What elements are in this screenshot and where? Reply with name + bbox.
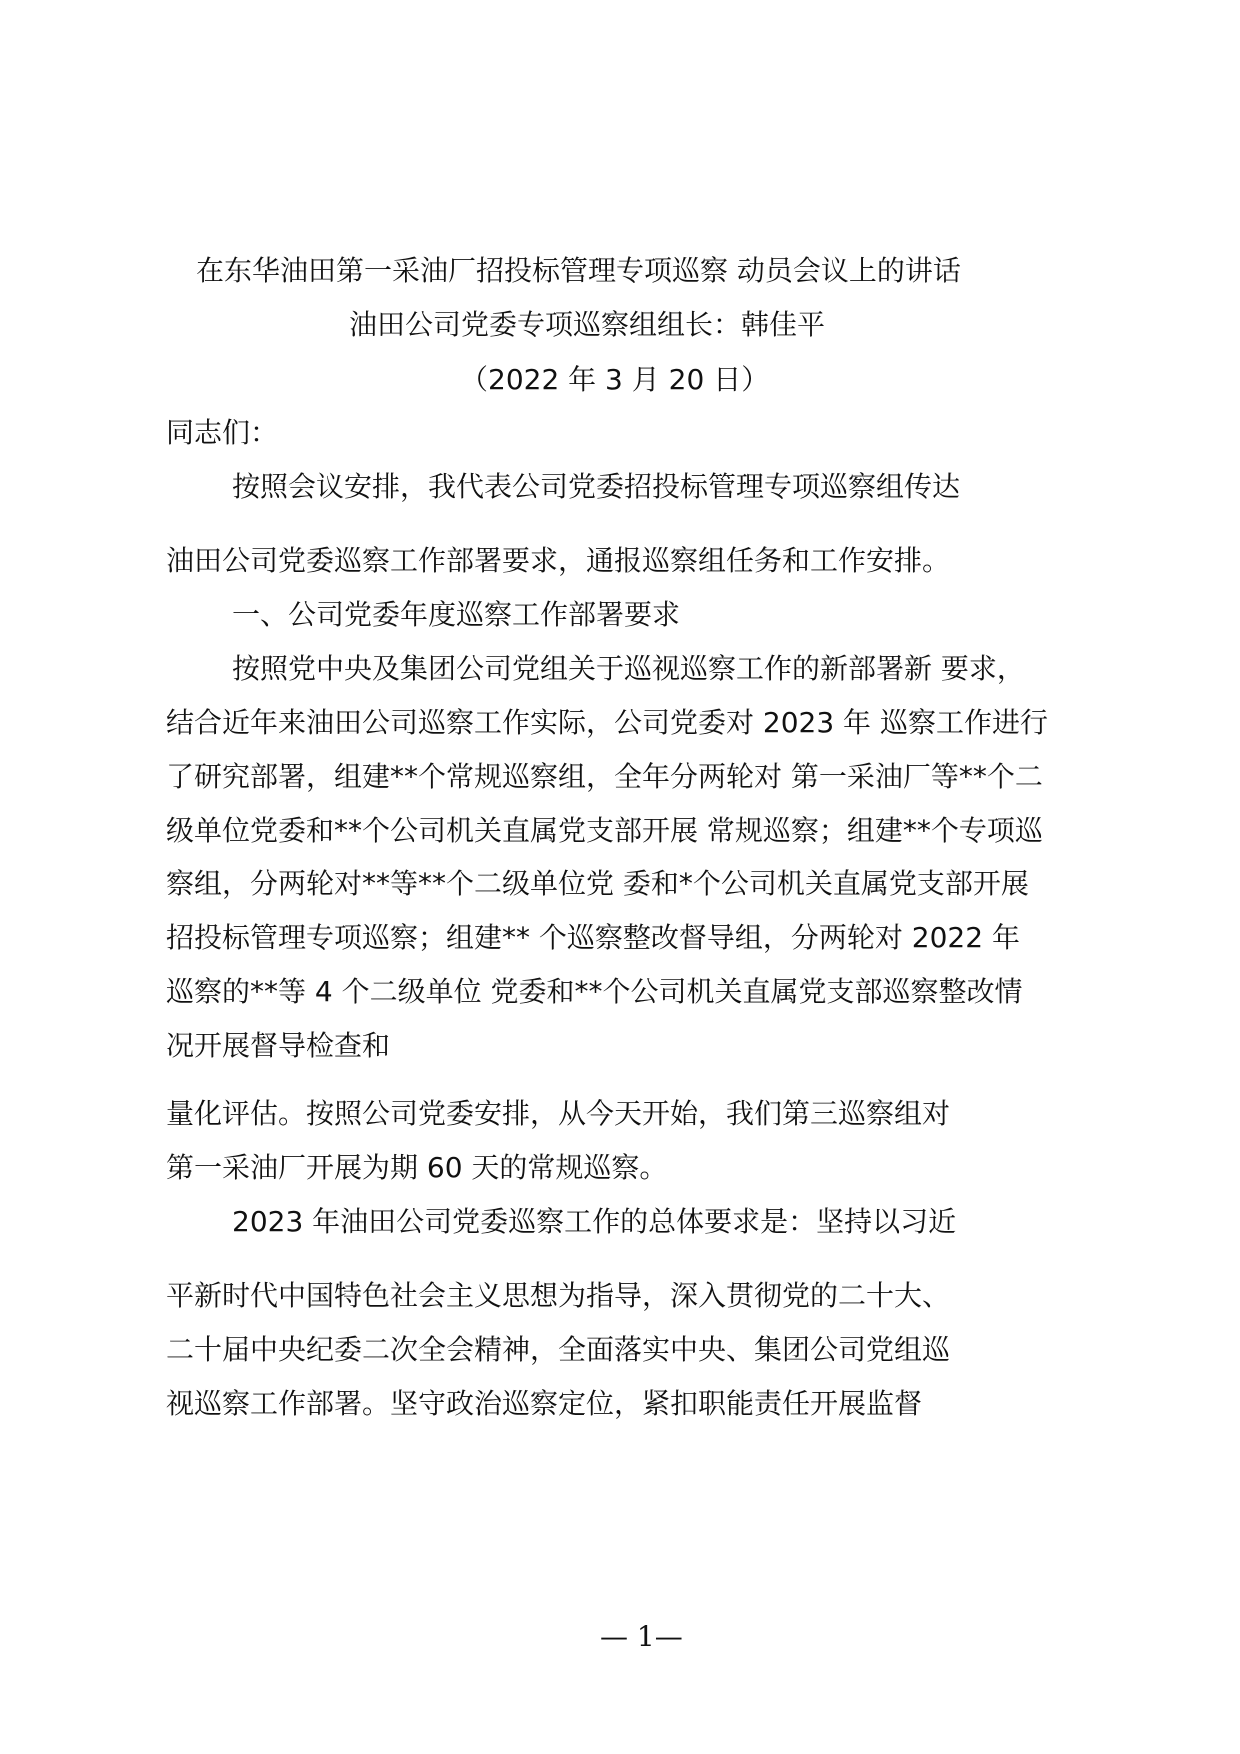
body-line: 平新时代中国特色社会主义思想为指导，深入贯彻党的二十大、 — [166, 1279, 951, 1312]
salutation: 同志们： — [166, 416, 279, 449]
body-line: 二十届中央纪委二次全会精神，全面落实中央、集团公司党组巡 — [166, 1333, 951, 1366]
body-line: 了研究部署，组建**个常规巡察组，全年分两轮对 第一采油厂等**个二 — [166, 760, 1043, 793]
body-line: 油田公司党委巡察工作部署要求，通报巡察组任务和工作安排。 — [166, 544, 951, 577]
body-line: 第一采油厂开展为期 60 天的常规巡察。 — [166, 1151, 668, 1184]
section-heading: 一、公司党委年度巡察工作部署要求 — [232, 598, 681, 631]
document-title: 在东华油田第一采油厂招投标管理专项巡察 动员会议上的讲话 — [196, 254, 961, 287]
page-number: — 1— — [600, 1620, 683, 1653]
body-line: 招投标管理专项巡察；组建** 个巡察整改督导组，分两轮对 2022 年 — [166, 921, 1020, 954]
body-line: 视巡察工作部署。坚守政治巡察定位，紧扣职能责任开展监督 — [166, 1387, 923, 1420]
body-line: 察组，分两轮对**等**个二级单位党 委和*个公司机关直属党支部开展 — [166, 867, 1029, 900]
body-line: 量化评估。按照公司党委安排，从今天开始，我们第三巡察组对 — [166, 1097, 951, 1130]
body-line: 巡察的**等 4 个二级单位 党委和**个公司机关直属党支部巡察整改情 — [166, 975, 1023, 1008]
body-line: 按照党中央及集团公司党组关于巡视巡察工作的新部署新 要求， — [232, 652, 1025, 685]
body-line: 2023 年油田公司党委巡察工作的总体要求是：坚持以习近 — [232, 1205, 957, 1238]
body-line: 况开展督导检查和 — [166, 1029, 391, 1062]
body-line: 结合近年来油田公司巡察工作实际，公司党委对 2023 年 巡察工作进行 — [166, 706, 1048, 739]
document-date: （2022 年 3 月 20 日） — [460, 363, 770, 396]
document-subtitle: 油田公司党委专项巡察组组长：韩佳平 — [349, 308, 826, 341]
body-line: 按照会议安排，我代表公司党委招投标管理专项巡察组传达 — [232, 470, 961, 503]
body-line: 级单位党委和**个公司机关直属党支部开展 常规巡察；组建**个专项巡 — [166, 814, 1043, 847]
